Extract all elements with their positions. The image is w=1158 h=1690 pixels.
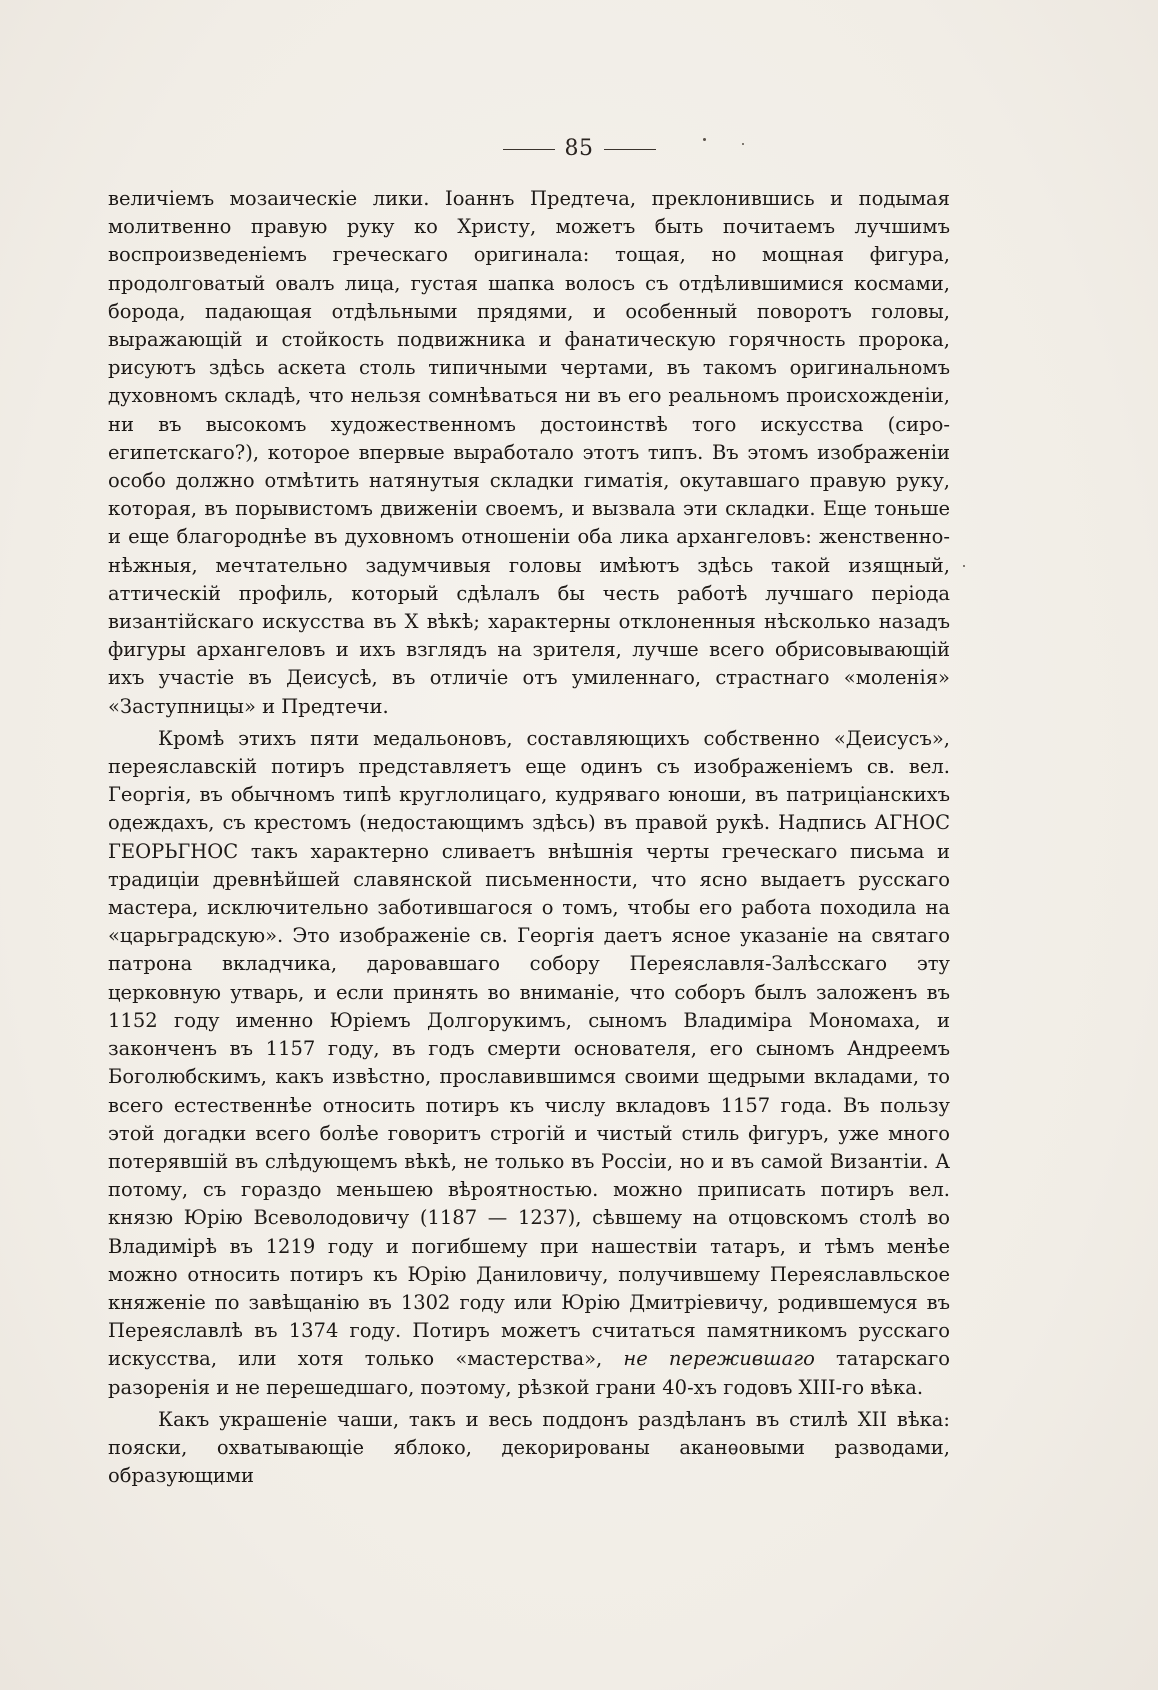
paragraph-3	[108, 1406, 950, 1491]
header-rule-left	[503, 149, 555, 150]
paragraph-2-italic-phrase: не пережившаго	[623, 1347, 815, 1371]
paragraph-1	[108, 185, 950, 721]
page-header	[0, 136, 1158, 161]
paper-speck	[703, 138, 706, 141]
paragraph-2-text-a: Кромѣ этихъ пяти медальоновъ, составляющихъ собственно «Деисусъ», переяславскій потиръ представляетъ еще одинъ съ изображеніемъ св. вел. Георгія, въ обычномъ типѣ круглолицаго, кудряваго юноши, въ патриціанскихъ одеждахъ, съ крестомъ (недостающимъ здѣсь) въ правой рукѣ. Надпись АГНОС ГЕОРЬГНОС такъ характерно сливаетъ внѣшнія черты греческаго письма и традиціи древнѣйшей славянской письменности, что ясно выдаетъ русскаго мастера, исключительно заботившагося о томъ, чтобы его работа походила на «царьградскую». Это изображеніе св. Георгія даетъ ясное указаніе на святаго патрона вкладчика, даровавшаго собору Переяславля-Залѣсскаго эту церковную утварь, и если принять во вниманіе, что соборъ былъ заложенъ въ 1152 году именно Юріемъ Долгорукимъ, сыномъ Владиміра Мономаха, и законченъ въ 1157 году, въ годъ смерти основателя, его сыномъ Андреемъ Боголюбскимъ, какъ извѣстно, прославившимся своими щедрыми вкладами, то всего естественнѣе относить потиръ къ числу вкладовъ 1157 года. Въ пользу этой догадки всего болѣе говоритъ строгій и чистый стиль фигуръ, уже много потерявшій въ слѣдующемъ вѣкѣ, не только въ Россіи, но и въ самой Византіи. А потому, съ гораздо меньшею вѣроятностью. можно приписать потиръ вел. князю Юрію Всеволодовичу (1187 — 1237), сѣвшему на отцовскомъ столѣ во Владимірѣ въ 1219 году и погибшему при нашествіи татаръ, и тѣмъ менѣе можно относить потиръ къ Юрію Даниловичу, получившему Переяславльское княженіе по завѣщанію въ 1302 году или Юрію Дмитріевичу, родившемуся въ Переяславлѣ въ 1374 году. Потиръ можетъ считаться памятникомъ русскаго искусства, или хотя только «мастерства»,	[108, 726, 950, 1371]
paper-speck	[963, 565, 965, 567]
page-number: 85	[564, 136, 594, 161]
paragraph-1-text: величіемъ мозаическіе лики. Іоаннъ Предтеча, преклонившись и подымая молитвенно правую руку ко Христу, можетъ быть почитаемъ лучшимъ воспроизведеніемъ греческаго оригинала: тощая, но мощная фигура, продолговатый овалъ лица, густая шапка волосъ съ отдѣлившимися космами, борода, падающая отдѣльными прядями, и особенный поворотъ головы, выражающій и стойкость подвижника и фанатическую горячность пророка, рисуютъ здѣсь аскета столь типичными чертами, въ такомъ оригинальномъ духовномъ складѣ, что нельзя сомнѣваться ни въ его реальномъ происхожденіи, ни въ высокомъ художественномъ достоинствѣ того искусства (сиро-египетскаго?), которое впервые выработало этотъ типъ. Въ этомъ изображеніи особо должно отмѣтить натянутыя складки гиматія, окутавшаго правую руку, которая, въ порывистомъ движеніи своемъ, и вызвала эти складки. Еще тоньше и еще благороднѣе въ духовномъ отношеніи оба лика архангеловъ: женственно-нѣжныя, мечтательно задумчивыя головы имѣютъ здѣсь такой изящный, аттическій профиль, который сдѣлалъ бы честь работѣ лучшаго періода византійскаго искусства въ X вѣкѣ; характерны отклоненныя нѣсколько назадъ фигуры архангеловъ и ихъ взглядъ на зрителя, лучше всего обрисовывающій ихъ участіе въ Деисусѣ, въ отличіе отъ умиленнаго, страстнаго «моленія» «Заступницы» и Предтечи.	[108, 187, 950, 718]
paragraph-3-text: Какъ украшеніе чаши, такъ и весь поддонъ раздѣланъ въ стилѣ XII вѣка: пояски, охватывающіе яблоко, декорированы аканѳовыми разводами, образующими	[108, 1407, 950, 1488]
paper-speck	[742, 143, 744, 145]
header-rule-right	[604, 149, 656, 150]
paragraph-2	[108, 725, 950, 1402]
paragraph-2-text-b: татарскаго разоренія и не перешедшаго, поэтому, рѣзкой грани 40-хъ годовъ XIII-го вѣка.	[108, 1347, 950, 1399]
body-text	[108, 185, 950, 1490]
